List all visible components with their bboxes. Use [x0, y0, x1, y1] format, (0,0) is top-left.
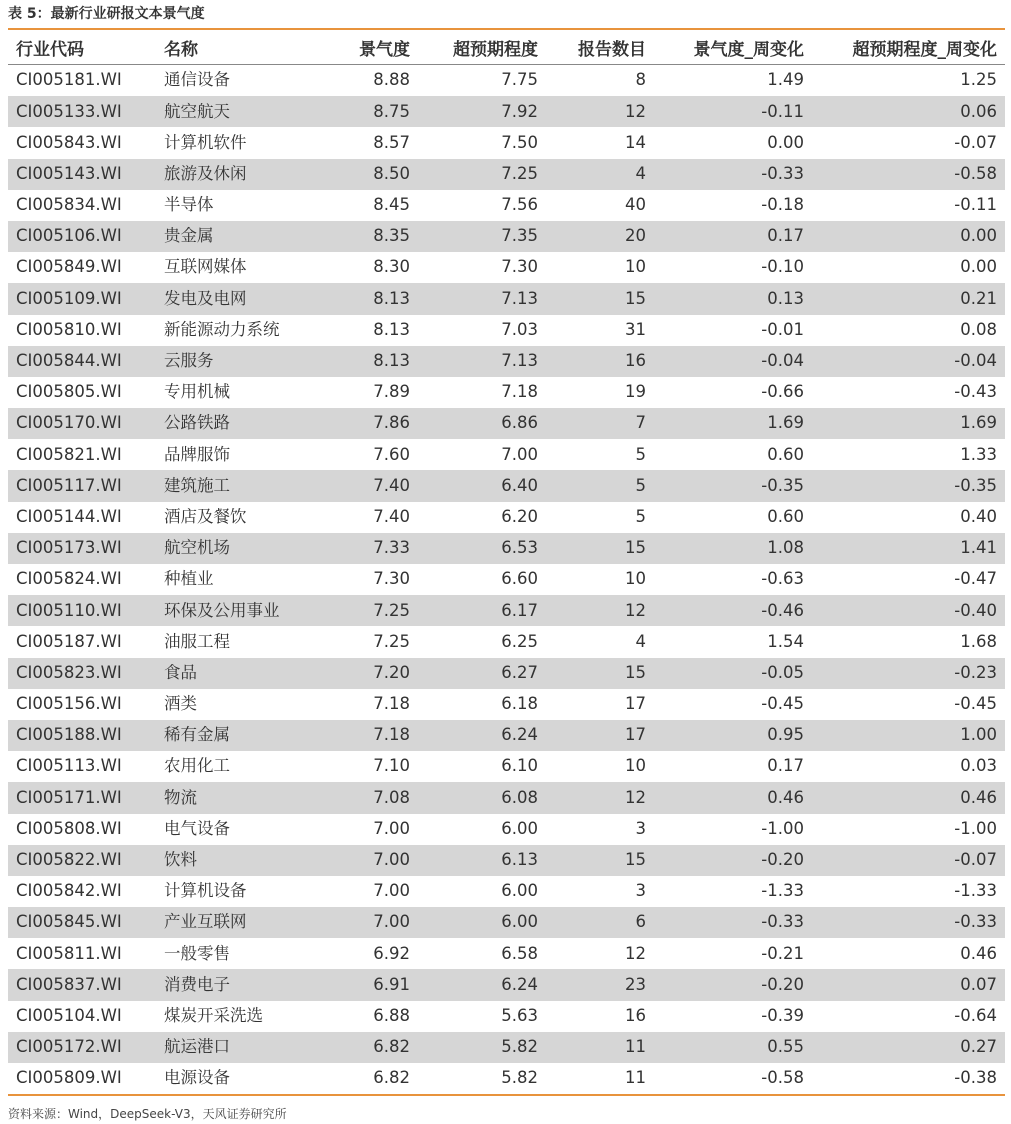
- col-header-sentiment-weekly-change: 景气度_周变化: [654, 30, 812, 65]
- cell-report-count: 15: [546, 845, 654, 876]
- cell-surprise: 7.03: [501, 319, 538, 339]
- cell-sentiment: 7.10: [373, 756, 410, 776]
- cell-sentiment-weekly-change: -0.10: [761, 257, 804, 277]
- cell-name: 旅游及休闲: [156, 159, 316, 190]
- cell-code: CI005808.WI: [16, 818, 122, 838]
- cell-report-count: 20: [546, 221, 654, 252]
- cell-surprise: 7.50: [501, 132, 538, 152]
- cell-name: 产业互联网: [156, 907, 316, 938]
- cell-report-count: 7: [546, 408, 654, 439]
- cell-surprise-weekly-change: 1.00: [812, 720, 1005, 751]
- cell-sentiment: 6.92: [373, 943, 410, 963]
- cell-code: CI005171.WI: [8, 782, 156, 813]
- cell-code: CI005822.WI: [8, 845, 156, 876]
- table-body: [8, 65, 1005, 1095]
- cell-surprise-weekly-change: -1.00: [954, 818, 997, 838]
- cell-name: 通信设备: [164, 70, 230, 90]
- cell-surprise-weekly-change: -1.33: [954, 881, 997, 901]
- cell-name: 互联网媒体: [164, 257, 247, 277]
- cell-code: CI005109.WI: [8, 283, 156, 314]
- cell-name: 航运港口: [156, 1032, 316, 1063]
- cell-code: CI005170.WI: [8, 408, 156, 439]
- cell-sentiment: 7.18: [316, 720, 418, 751]
- cell-surprise: 5.82: [501, 1068, 538, 1088]
- cell-surprise: 6.27: [418, 658, 546, 689]
- cell-name: 贵金属: [156, 221, 316, 252]
- table-row: [8, 845, 1005, 876]
- cell-sentiment-weekly-change: 0.46: [654, 782, 812, 813]
- cell-code: CI005811.WI: [16, 943, 122, 963]
- cell-sentiment: 7.60: [373, 444, 410, 464]
- cell-name: 公路铁路: [156, 408, 316, 439]
- cell-surprise: 6.17: [418, 595, 546, 626]
- table-row: [8, 658, 1005, 689]
- cell-code: CI005104.WI: [16, 1005, 122, 1025]
- cell-report-count: 31: [625, 319, 646, 339]
- cell-code: CI005824.WI: [16, 569, 122, 589]
- cell-sentiment: 7.18: [373, 694, 410, 714]
- table-caption: 表 5：最新行业研报文本景气度: [8, 6, 205, 22]
- cell-code: CI005110.WI: [8, 595, 156, 626]
- col-header-report-count: 报告数目: [546, 30, 654, 65]
- cell-name: 云服务: [156, 346, 316, 377]
- cell-surprise-weekly-change: -0.07: [954, 132, 997, 152]
- table-row: [8, 159, 1005, 190]
- cell-surprise-weekly-change: 1.69: [812, 408, 1005, 439]
- cell-surprise: 7.56: [501, 195, 538, 215]
- cell-sentiment: 7.00: [373, 881, 410, 901]
- cell-sentiment: 7.86: [316, 408, 418, 439]
- table-row: [8, 283, 1005, 314]
- cell-sentiment-weekly-change: 1.69: [654, 408, 812, 439]
- cell-sentiment: 7.20: [316, 658, 418, 689]
- cell-surprise: 6.24: [418, 969, 546, 1000]
- cell-sentiment-weekly-change: -0.04: [654, 346, 812, 377]
- cell-sentiment: 8.35: [316, 221, 418, 252]
- cell-name: 一般零售: [164, 943, 230, 963]
- cell-sentiment: 8.88: [373, 70, 410, 90]
- cell-report-count: 16: [625, 1005, 646, 1025]
- cell-name: 农用化工: [164, 756, 230, 776]
- cell-report-count: 5: [635, 444, 646, 464]
- cell-code: CI005172.WI: [8, 1032, 156, 1063]
- cell-report-count: 15: [546, 533, 654, 564]
- cell-sentiment-weekly-change: -0.21: [761, 943, 804, 963]
- cell-report-count: 16: [546, 346, 654, 377]
- cell-sentiment-weekly-change: -0.20: [654, 845, 812, 876]
- cell-sentiment: 7.40: [316, 470, 418, 501]
- cell-report-count: 17: [546, 720, 654, 751]
- cell-surprise-weekly-change: 1.25: [960, 70, 997, 90]
- cell-name: 消费电子: [156, 969, 316, 1000]
- cell-sentiment-weekly-change: 0.60: [767, 506, 804, 526]
- cell-surprise-weekly-change: -0.40: [812, 595, 1005, 626]
- cell-sentiment-weekly-change: -1.33: [761, 881, 804, 901]
- table-row: [8, 689, 1005, 720]
- table-row: [8, 938, 1005, 969]
- col-header-name: 名称: [156, 30, 316, 65]
- cell-surprise-weekly-change: -0.64: [954, 1005, 997, 1025]
- table-row: [8, 907, 1005, 938]
- table-row: [8, 346, 1005, 377]
- cell-surprise-weekly-change: 0.03: [960, 756, 997, 776]
- table-row: [8, 814, 1005, 845]
- cell-sentiment-weekly-change: -0.11: [654, 96, 812, 127]
- cell-sentiment: 7.25: [373, 631, 410, 651]
- sentiment-table: [8, 30, 1005, 1094]
- cell-report-count: 12: [625, 943, 646, 963]
- cell-surprise-weekly-change: -0.45: [954, 694, 997, 714]
- cell-name: 煤炭开采洗选: [164, 1005, 263, 1025]
- cell-sentiment: 8.13: [316, 283, 418, 314]
- table-row: [8, 439, 1005, 470]
- table-row: [8, 470, 1005, 501]
- cell-sentiment-weekly-change: 1.54: [767, 631, 804, 651]
- cell-name: 酒店及餐饮: [164, 506, 247, 526]
- cell-code: CI005845.WI: [8, 907, 156, 938]
- cell-code: CI005805.WI: [16, 382, 122, 402]
- cell-sentiment: 7.89: [373, 382, 410, 402]
- cell-report-count: 10: [625, 756, 646, 776]
- cell-surprise-weekly-change: -0.11: [954, 195, 997, 215]
- cell-report-count: 12: [546, 782, 654, 813]
- cell-surprise: 7.13: [418, 346, 546, 377]
- cell-sentiment: 8.13: [373, 319, 410, 339]
- cell-sentiment: 7.40: [373, 506, 410, 526]
- cell-sentiment-weekly-change: -0.66: [761, 382, 804, 402]
- cell-code: CI005187.WI: [16, 631, 122, 651]
- table-row: [8, 720, 1005, 751]
- cell-name: 新能源动力系统: [164, 319, 280, 339]
- cell-sentiment-weekly-change: -1.00: [761, 818, 804, 838]
- cell-surprise-weekly-change: 1.33: [960, 444, 997, 464]
- source-note: 资料来源：Wind，DeepSeek-V3，天风证券研究所: [8, 1107, 287, 1122]
- cell-sentiment: 6.88: [373, 1005, 410, 1025]
- cell-surprise: 7.30: [501, 257, 538, 277]
- cell-surprise: 6.58: [501, 943, 538, 963]
- cell-name: 计算机软件: [164, 132, 247, 152]
- cell-sentiment-weekly-change: 0.95: [654, 720, 812, 751]
- cell-sentiment: 7.00: [373, 818, 410, 838]
- cell-surprise-weekly-change: -0.43: [954, 382, 997, 402]
- table-row: [8, 502, 1005, 533]
- bottom-rule: [8, 1094, 1005, 1096]
- cell-sentiment-weekly-change: -0.35: [654, 470, 812, 501]
- cell-surprise-weekly-change: -0.33: [812, 907, 1005, 938]
- cell-report-count: 17: [625, 694, 646, 714]
- cell-surprise: 7.92: [418, 96, 546, 127]
- cell-report-count: 19: [625, 382, 646, 402]
- cell-sentiment-weekly-change: 0.17: [767, 756, 804, 776]
- cell-surprise-weekly-change: 0.00: [812, 221, 1005, 252]
- cell-report-count: 12: [546, 595, 654, 626]
- cell-code: CI005173.WI: [8, 533, 156, 564]
- cell-surprise-weekly-change: 0.27: [812, 1032, 1005, 1063]
- table-row: [8, 1032, 1005, 1063]
- cell-sentiment: 8.30: [373, 257, 410, 277]
- cell-code: CI005821.WI: [16, 444, 122, 464]
- cell-surprise-weekly-change: 0.46: [960, 943, 997, 963]
- cell-surprise-weekly-change: 1.41: [812, 533, 1005, 564]
- cell-name: 建筑施工: [156, 470, 316, 501]
- cell-name: 稀有金属: [156, 720, 316, 751]
- cell-code: CI005809.WI: [16, 1068, 122, 1088]
- cell-surprise: 6.24: [418, 720, 546, 751]
- cell-report-count: 11: [546, 1032, 654, 1063]
- cell-sentiment: 7.33: [316, 533, 418, 564]
- cell-surprise-weekly-change: -0.35: [812, 470, 1005, 501]
- cell-surprise: 7.35: [418, 221, 546, 252]
- cell-report-count: 10: [625, 569, 646, 589]
- table-row: [8, 65, 1005, 97]
- cell-report-count: 23: [546, 969, 654, 1000]
- cell-name: 油服工程: [164, 631, 230, 651]
- table-row: [8, 377, 1005, 408]
- cell-sentiment-weekly-change: -0.01: [761, 319, 804, 339]
- table-row: [8, 408, 1005, 439]
- cell-sentiment-weekly-change: -0.33: [654, 907, 812, 938]
- cell-report-count: 10: [625, 257, 646, 277]
- cell-report-count: 12: [546, 96, 654, 127]
- cell-surprise-weekly-change: 0.46: [812, 782, 1005, 813]
- cell-sentiment-weekly-change: -0.39: [761, 1005, 804, 1025]
- cell-surprise: 7.00: [501, 444, 538, 464]
- cell-code: CI005837.WI: [8, 969, 156, 1000]
- cell-name: 食品: [156, 658, 316, 689]
- cell-code: CI005844.WI: [8, 346, 156, 377]
- cell-surprise: 6.08: [418, 782, 546, 813]
- header-row: [8, 30, 1005, 65]
- table-row: [8, 751, 1005, 782]
- cell-sentiment-weekly-change: 0.60: [767, 444, 804, 464]
- cell-name: 航空航天: [156, 96, 316, 127]
- table-row: [8, 595, 1005, 626]
- cell-name: 品牌服饰: [164, 444, 230, 464]
- cell-surprise-weekly-change: 0.00: [960, 257, 997, 277]
- cell-surprise: 6.40: [418, 470, 546, 501]
- cell-sentiment: 7.25: [316, 595, 418, 626]
- cell-code: CI005117.WI: [8, 470, 156, 501]
- table-row: [8, 127, 1005, 158]
- cell-surprise: 6.86: [418, 408, 546, 439]
- cell-name: 电气设备: [164, 818, 230, 838]
- cell-code: CI005113.WI: [16, 756, 122, 776]
- cell-name: 半导体: [164, 195, 214, 215]
- cell-surprise: 7.25: [418, 159, 546, 190]
- cell-surprise: 6.60: [501, 569, 538, 589]
- cell-surprise: 7.75: [501, 70, 538, 90]
- cell-report-count: 5: [635, 506, 646, 526]
- cell-sentiment: 8.13: [316, 346, 418, 377]
- cell-surprise-weekly-change: -0.58: [812, 159, 1005, 190]
- cell-sentiment-weekly-change: 0.55: [654, 1032, 812, 1063]
- cell-name: 酒类: [164, 694, 197, 714]
- cell-surprise-weekly-change: -0.38: [954, 1068, 997, 1088]
- table-row: [8, 564, 1005, 595]
- cell-surprise: 6.25: [501, 631, 538, 651]
- cell-surprise: 6.00: [418, 907, 546, 938]
- cell-code: CI005849.WI: [16, 257, 122, 277]
- cell-report-count: 5: [546, 470, 654, 501]
- cell-surprise-weekly-change: 0.40: [960, 506, 997, 526]
- cell-sentiment: 6.82: [373, 1068, 410, 1088]
- cell-surprise: 6.13: [418, 845, 546, 876]
- cell-report-count: 4: [546, 159, 654, 190]
- cell-sentiment-weekly-change: 0.13: [654, 283, 812, 314]
- cell-surprise: 6.10: [501, 756, 538, 776]
- cell-report-count: 11: [625, 1068, 646, 1088]
- cell-sentiment-weekly-change: 0.17: [654, 221, 812, 252]
- col-header-sentiment: 景气度: [316, 30, 418, 65]
- cell-sentiment: 7.00: [316, 845, 418, 876]
- table-row: [8, 876, 1005, 907]
- cell-code: CI005133.WI: [8, 96, 156, 127]
- cell-surprise: 7.13: [418, 283, 546, 314]
- cell-code: CI005144.WI: [16, 506, 122, 526]
- cell-surprise: 5.63: [501, 1005, 538, 1025]
- cell-report-count: 15: [546, 283, 654, 314]
- cell-sentiment-weekly-change: -0.05: [654, 658, 812, 689]
- cell-code: CI005823.WI: [8, 658, 156, 689]
- cell-report-count: 4: [635, 631, 646, 651]
- table-row: [8, 969, 1005, 1000]
- table-row: [8, 315, 1005, 346]
- cell-code: CI005106.WI: [8, 221, 156, 252]
- cell-sentiment: 7.30: [373, 569, 410, 589]
- cell-code: CI005810.WI: [16, 319, 122, 339]
- cell-sentiment-weekly-change: -0.45: [761, 694, 804, 714]
- cell-surprise-weekly-change: -0.47: [954, 569, 997, 589]
- cell-name: 电源设备: [164, 1068, 230, 1088]
- cell-code: CI005143.WI: [8, 159, 156, 190]
- cell-sentiment: 6.82: [316, 1032, 418, 1063]
- cell-surprise-weekly-change: 0.06: [812, 96, 1005, 127]
- cell-name: 种植业: [164, 569, 214, 589]
- cell-code: CI005156.WI: [16, 694, 122, 714]
- cell-sentiment-weekly-change: -0.33: [654, 159, 812, 190]
- cell-sentiment: 8.45: [373, 195, 410, 215]
- cell-code: CI005834.WI: [16, 195, 122, 215]
- cell-name: 饮料: [156, 845, 316, 876]
- cell-name: 物流: [156, 782, 316, 813]
- cell-report-count: 8: [635, 70, 646, 90]
- cell-surprise: 5.82: [418, 1032, 546, 1063]
- cell-code: CI005181.WI: [16, 70, 122, 90]
- col-header-code: 行业代码: [8, 30, 156, 65]
- cell-surprise: 6.20: [501, 506, 538, 526]
- cell-sentiment: 8.57: [373, 132, 410, 152]
- col-header-surprise-weekly-change: 超预期程度_周变化: [812, 30, 1005, 65]
- cell-surprise-weekly-change: -0.04: [812, 346, 1005, 377]
- cell-surprise: 6.00: [501, 818, 538, 838]
- cell-surprise-weekly-change: 0.08: [960, 319, 997, 339]
- cell-surprise: 6.53: [418, 533, 546, 564]
- cell-sentiment-weekly-change: -0.63: [761, 569, 804, 589]
- cell-sentiment-weekly-change: -0.20: [654, 969, 812, 1000]
- col-header-surprise: 超预期程度: [418, 30, 546, 65]
- cell-surprise-weekly-change: 1.68: [960, 631, 997, 651]
- cell-code: CI005842.WI: [16, 881, 122, 901]
- table-row: [8, 1063, 1005, 1094]
- table-row: [8, 252, 1005, 283]
- cell-sentiment-weekly-change: 1.08: [654, 533, 812, 564]
- table-row: [8, 190, 1005, 221]
- cell-surprise: 6.18: [501, 694, 538, 714]
- cell-report-count: 6: [546, 907, 654, 938]
- cell-sentiment-weekly-change: 0.00: [767, 132, 804, 152]
- cell-code: CI005843.WI: [16, 132, 122, 152]
- cell-name: 环保及公用事业: [156, 595, 316, 626]
- cell-report-count: 40: [625, 195, 646, 215]
- cell-report-count: 3: [635, 818, 646, 838]
- cell-sentiment: 8.75: [316, 96, 418, 127]
- table-row: [8, 782, 1005, 813]
- table-row: [8, 1001, 1005, 1032]
- cell-sentiment: 8.50: [316, 159, 418, 190]
- table-row: [8, 96, 1005, 127]
- cell-sentiment: 7.08: [316, 782, 418, 813]
- cell-report-count: 14: [625, 132, 646, 152]
- cell-name: 计算机设备: [164, 881, 247, 901]
- cell-code: CI005188.WI: [8, 720, 156, 751]
- cell-surprise: 7.18: [501, 382, 538, 402]
- cell-name: 航空机场: [156, 533, 316, 564]
- cell-report-count: 15: [546, 658, 654, 689]
- cell-surprise-weekly-change: 0.21: [812, 283, 1005, 314]
- cell-sentiment-weekly-change: -0.18: [761, 195, 804, 215]
- cell-sentiment: 7.00: [316, 907, 418, 938]
- cell-sentiment: 6.91: [316, 969, 418, 1000]
- cell-surprise-weekly-change: -0.23: [812, 658, 1005, 689]
- table-row: [8, 626, 1005, 657]
- cell-sentiment-weekly-change: -0.58: [761, 1068, 804, 1088]
- cell-report-count: 3: [635, 881, 646, 901]
- table-row: [8, 221, 1005, 252]
- table-row: [8, 533, 1005, 564]
- cell-surprise-weekly-change: -0.07: [812, 845, 1005, 876]
- cell-surprise: 6.00: [501, 881, 538, 901]
- cell-sentiment-weekly-change: 1.49: [767, 70, 804, 90]
- cell-sentiment-weekly-change: -0.46: [654, 595, 812, 626]
- cell-surprise-weekly-change: 0.07: [812, 969, 1005, 1000]
- cell-name: 发电及电网: [156, 283, 316, 314]
- cell-name: 专用机械: [164, 382, 230, 402]
